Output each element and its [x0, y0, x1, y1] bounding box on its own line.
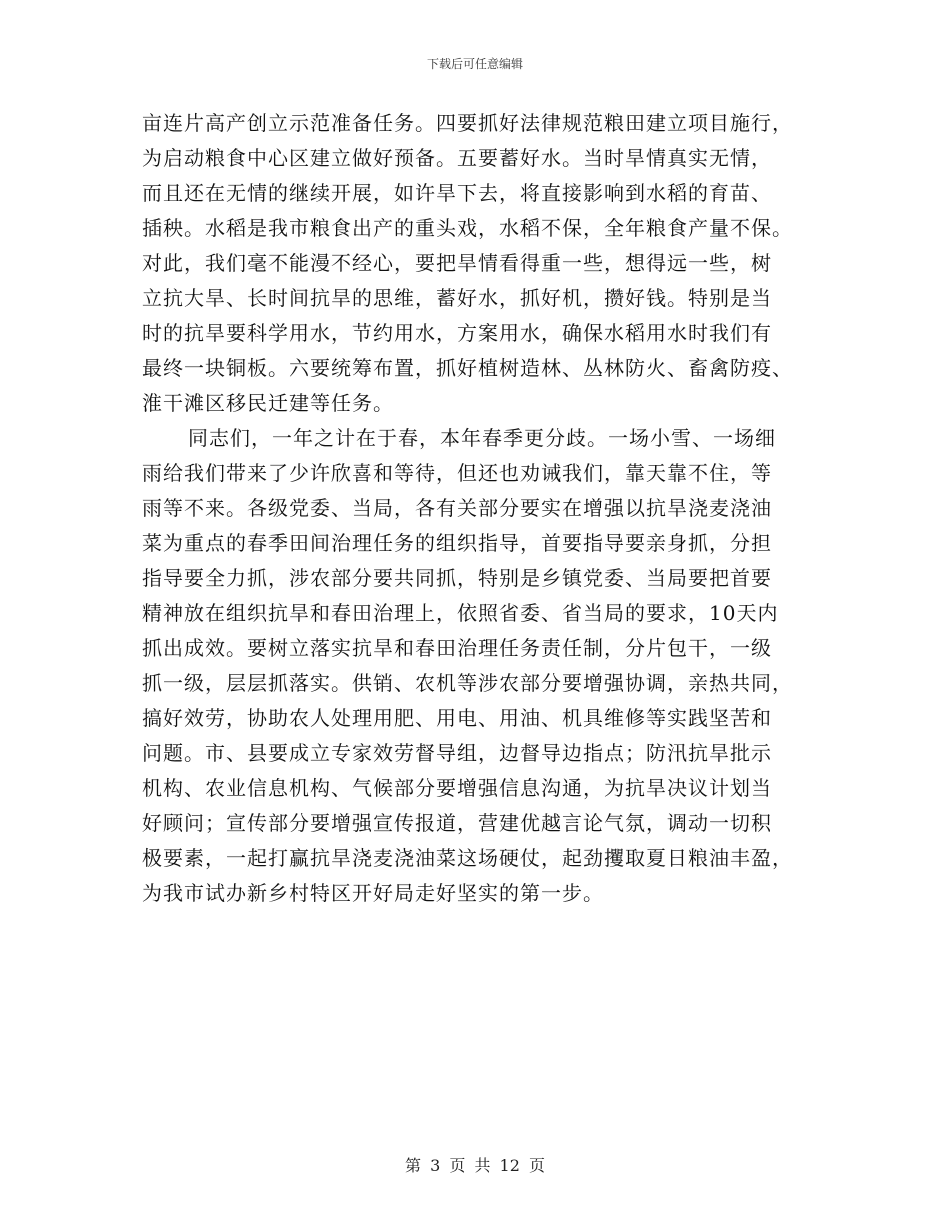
text-line: 问题。市、县要成立专家效劳督导组，边督导边指点；防汛抗旱批示 — [142, 741, 772, 765]
page-header: 下载后可任意编辑 — [426, 57, 523, 71]
paragraph — [142, 421, 812, 911]
text-line: 立抗大旱、长时间抗旱的思维，蓄好水，抓好机，攒好钱。特别是当 — [142, 286, 772, 310]
text-line: 为我市试办新乡村特区开好局走好坚实的第一步。 — [142, 881, 604, 905]
text-line: 指导要全力抓，涉农部分要共同抓，特别是乡镇党委、当局要把首要 — [142, 566, 772, 590]
text-line: 精神放在组织抗旱和春田治理上，依照省委、省当局的要求，10天内 — [142, 601, 779, 625]
text-line: 机构、农业信息机构、气候部分要增强信息沟通，为抗旱决议计划当 — [142, 776, 772, 800]
text-line: 最终一块铜板。六要统筹布置，抓好植树造林、丛林防火、畜禽防疫、 — [142, 356, 793, 380]
text-line: 同志们，一年之计在于春，本年春季更分歧。一场小雪、一场细 — [188, 426, 776, 450]
text-line: 淮干滩区移民迁建等任务。 — [142, 391, 394, 415]
text-line: 为启动粮食中心区建立做好预备。五要蓄好水。当时旱情真实无情， — [142, 146, 772, 170]
paragraph — [142, 106, 812, 421]
document-body — [142, 106, 812, 911]
text-line: 对此，我们毫不能漫不经心，要把旱情看得重一些，想得远一些，树 — [142, 251, 772, 275]
text-line: 而且还在无情的继续开展，如许旱下去，将直接影响到水稻的育苗、 — [142, 181, 772, 205]
text-line: 插秧。水稻是我市粮食出产的重头戏，水稻不保，全年粮食产量不保。 — [142, 216, 793, 240]
text-line: 抓一级，层层抓落实。供销、农机等涉农部分要增强协调，亲热共同， — [142, 671, 793, 695]
text-line: 雨等不来。各级党委、当局，各有关部分要实在增强以抗旱浇麦浇油 — [142, 496, 772, 520]
text-line: 亩连片高产创立示范准备任务。四要抓好法律规范粮田建立项目施行， — [142, 111, 793, 135]
text-line: 抓出成效。要树立落实抗旱和春田治理任务责任制，分片包干，一级 — [142, 636, 772, 660]
text-line: 时的抗旱要科学用水，节约用水，方案用水，确保水稻用水时我们有 — [142, 321, 772, 345]
text-line: 菜为重点的春季田间治理任务的组织指导，首要指导要亲身抓，分担 — [142, 531, 772, 555]
text-line: 极要素，一起打赢抗旱浇麦浇油菜这场硬仗，起劲攫取夏日粮油丰盈， — [142, 846, 793, 870]
page-number-footer: 第 3 页 共 12 页 — [405, 1156, 545, 1175]
text-line: 搞好效劳，协助农人处理用肥、用电、用油、机具维修等实践坚苦和 — [142, 706, 772, 730]
text-line: 雨给我们带来了少许欣喜和等待，但还也劝诫我们，靠天靠不住，等 — [142, 461, 772, 485]
text-line: 好顾问；宣传部分要增强宣传报道，营建优越言论气氛，调动一切积 — [142, 811, 772, 835]
